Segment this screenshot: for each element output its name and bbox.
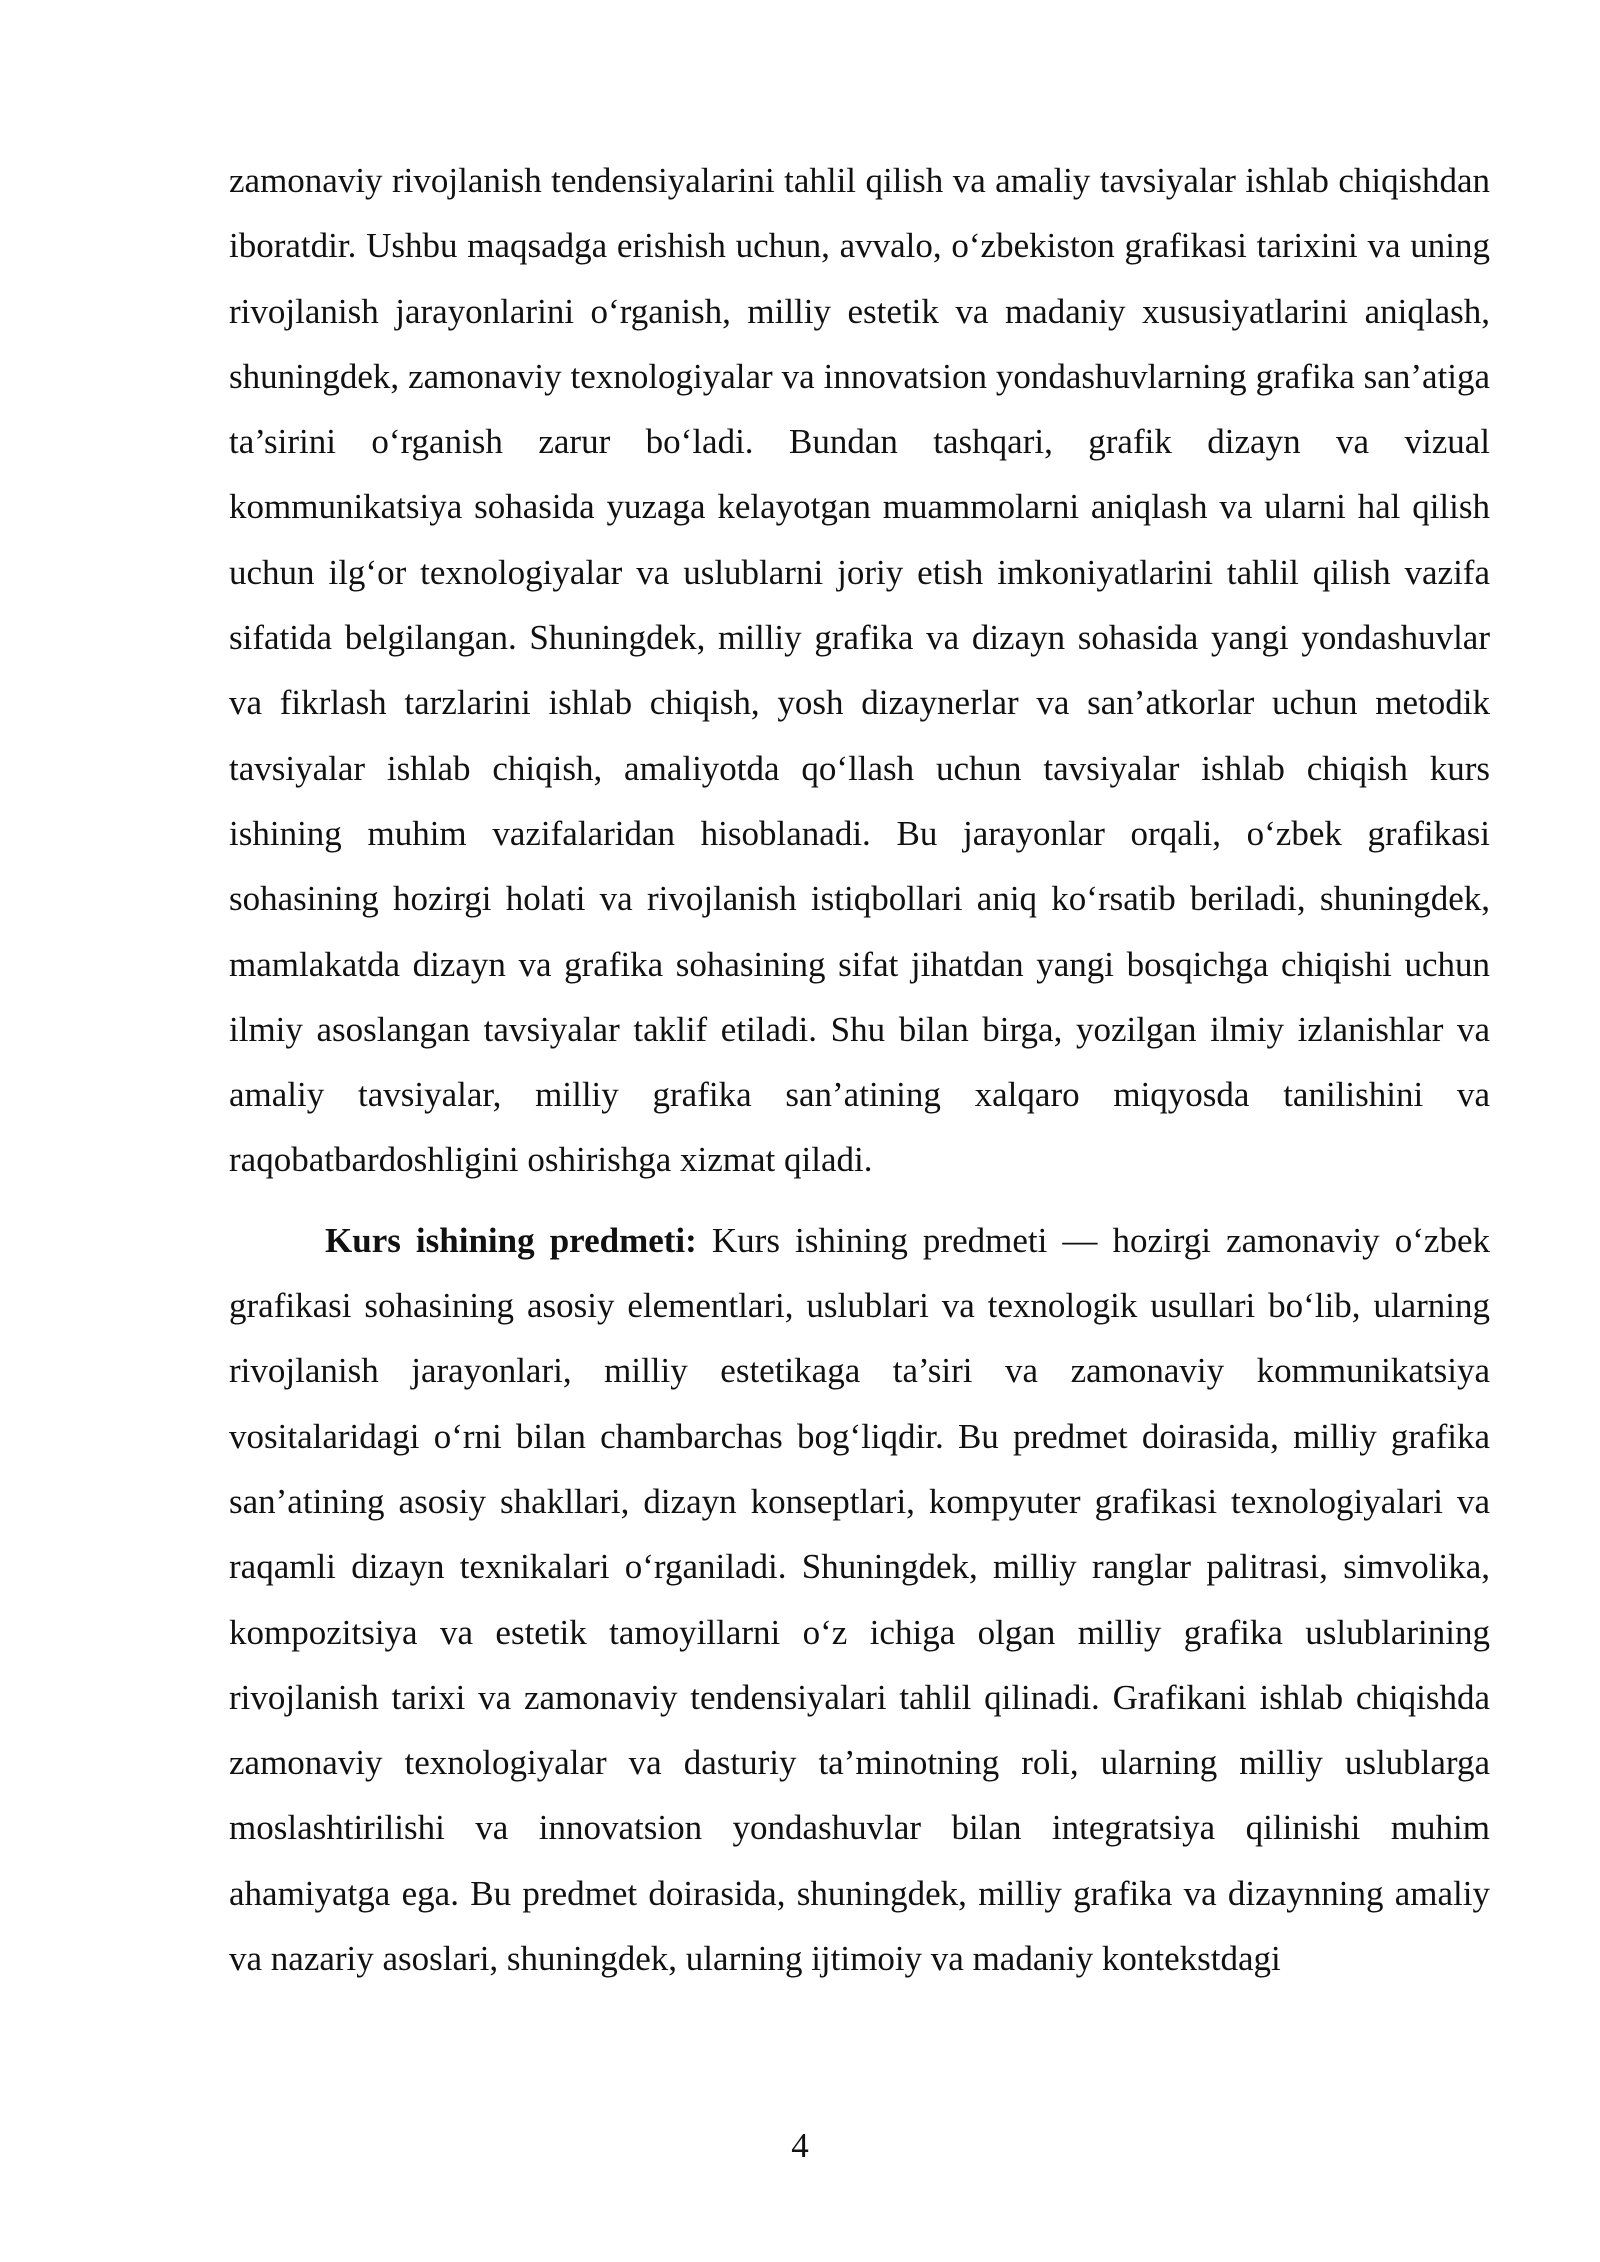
paragraph-lead-in-heading: Kurs ishining predmeti: — [325, 1220, 697, 1260]
paragraph-tasks-continuation: zamonaviy rivojlanish tendensiyalarini tahlil qilish va amaliy tavsiyalar ishlab chiqishdan iboratdir. Ushbu maqsadga erishish uchun, avvalo, o‘zbekiston grafikasi tarixini va uning rivojlanish jarayonlarini o‘rganish, milliy estetik va madaniy xususiyatlarini aniqlash, shuningdek, zamonaviy texnologiyalar va innovatsion yondashuvlarning grafika san’atiga ta’sirini o‘rganish zarur bo‘ladi. Bundan tashqari, grafik dizayn va vizual kommunikatsiya sohasida yuzaga kelayotgan muammolarni aniqlash va ularni hal qilish uchun ilg‘or texnologiyalar va uslublarni joriy etish imkoniyatlarini tahlil qilish vazifa sifatida belgilangan. Shuningdek, milliy grafika va dizayn sohasida yangi yondashuvlar va fikrlash tarzlarini ishlab chiqish, yosh dizaynerlar va san’atkorlar uchun metodik tavsiyalar ishlab chiqish, amaliyotda qo‘llash uchun tavsiyalar ishlab chiqish kurs ishining muhim vazifalaridan hisoblanadi. Bu jarayonlar orqali, o‘zbek grafikasi sohasining hozirgi holati va rivojlanish istiqbollari aniq ko‘rsatib beriladi, shuningdek, mamlakatda dizayn va grafika sohasining sifat jihatdan yangi bosqichga chiqishi uchun ilmiy asoslangan tavsiyalar taklif etiladi. Shu bilan birga, yozilgan ilmiy izlanishlar va amaliy tavsiyalar, milliy grafika san’atining xalqaro miqyosda tanilishini va raqobatbardoshligini oshirishga xizmat qiladi. — [229, 161, 1490, 1180]
paragraph-course-subject-body: Kurs ishining predmeti — hozirgi zamonaviy o‘zbek grafikasi sohasining asosiy elementlari, uslublari va texnologik usullari bo‘lib, ularning rivojlanish jarayonlari, milliy estetikaga ta’siri va zamonaviy kommunikatsiya vositalaridagi o‘rni bilan chambarchas bog‘liqdir. Bu predmet doirasida, milliy grafika san’atining asosiy shakllari, dizayn konseptlari, kompyuter grafikasi texnologiyalari va raqamli dizayn texnikalari o‘rganiladi. Shuningdek, milliy ranglar palitrasi, simvolika, kompozitsiya va estetik tamoyillarni o‘z ichiga olgan milliy grafika uslublarining rivojlanish tarixi va zamonaviy tendensiyalari tahlil qilinadi. Grafikani ishlab chiqishda zamonaviy texnologiyalar va dasturiy ta’minotning roli, ularning milliy uslublarga moslashtirilishi va innovatsion yondashuvlar bilan integratsiya qilinishi muhim ahamiyatga ega. Bu predmet doirasida, shuningdek, milliy grafika va dizaynning amaliy va nazariy asoslari, shuningdek, ularning ijtimoiy va madaniy kontekstdagi — [229, 1220, 1490, 1979]
paragraph-course-subject — [229, 1208, 1490, 1992]
page-number: 4 — [791, 2126, 809, 2165]
body-text — [229, 148, 1490, 1991]
